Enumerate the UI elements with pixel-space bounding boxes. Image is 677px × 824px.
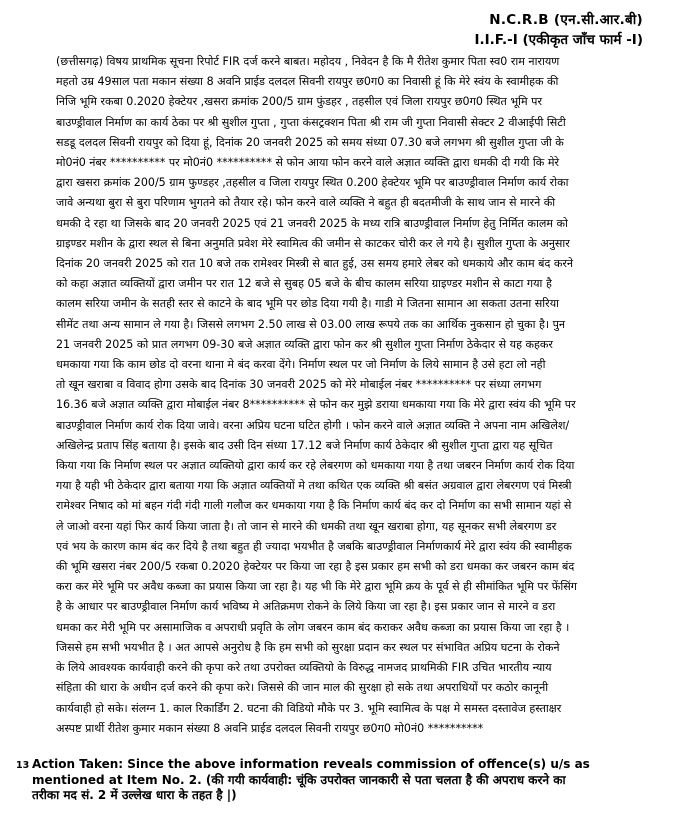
body-line: 16.36 बजे अज्ञात व्यक्ति द्वारा मोबाईल नंबर 8********** से फोन कर मुझे डराया धमकाया गया कि मेरे द्वारा स्वंय की भूमि पर (56, 398, 576, 412)
body-line: दिनांक 20 जनवरी 2025 को रात 10 बजे तक रामेश्वर मिस्त्री से बात हुई, उस समय हमारे लेबर को धमकाये और काम बंद करने (56, 257, 574, 271)
body-line: एवं भय के कारण काम बंद कर दिये है तथा बहुत ही ज्यादा भयभीत है जबकि बाउण्ड्रीवाल निर्माणकार्य मेरे द्वारा स्वंय की स्वामीहक (56, 539, 572, 553)
action-taken-line-1: Action Taken: Since the above information reveals commission of offence(s) u/s as (32, 757, 590, 771)
body-line: निजि भूमि रकबा 0.2020 हेक्टेयर ,खसरा क्रमांक 200/5 ग्राम फुंडहर , तहसील एवं जिला रायपुर छ0ग0 स्थित भूमि पर (56, 95, 542, 109)
action-taken-section (16, 757, 656, 804)
body-line: द्वारा खसरा क्रमांक 200/5 ग्राम फुण्डहर ,तहसील व जिला रायपुर स्थित 0.200 हेक्टेयर भूमि पर बाउण्ड्रीवाल निर्माण कार्य रोका (56, 176, 569, 190)
body-line: अखिलेन्द्र प्रताप सिंह बताया है। इसके बाद उसी दिन संध्या 17.12 बजे निर्माण कार्य ठेकेदार श्री सुशील गुप्ता द्वारा यह सूचित (56, 438, 553, 452)
body-line: किया गया कि निर्माण स्थल पर अज्ञात व्यक्तियो द्वारा कार्य कर रहे लेबरगण को धमकाया गया है तथा जबरन निर्माण कार्य रोक दिया (56, 459, 575, 473)
action-taken-hindi-1: (की गयी कार्यवाही: चूंकि उपरोक्त जानकारी से पता चलता है की अपराध करने का (201, 772, 566, 787)
body-line: जिससे हम सभी भयभीत है । अत आपसे अनुरोध है कि हम सभी को सुरक्षा प्रदान कर स्थल पर संभावित अप्रिय घटना के रोकने (56, 640, 560, 654)
body-line: के लिये आवश्यक कार्यवाही करने की कृपा करे तथा उपरोक्त व्यक्तियो के विरुद्ध नामजद प्राथमिकी FIR उचित भारतीय न्याय (56, 661, 552, 675)
body-line: सीमेंट तथा अन्य सामान ले गया है। जिससे लगभग 2.50 लाख से 03.00 लाख रूपये तक का आर्थिक नुकसान हो चुका है। पुन (56, 317, 566, 331)
body-line: ले जाओ वरना यहां फिर कार्य किया जाता है। तो जान से मारने की धमकी तथा खून खराबा होगा, यह सूनकर सभी लेबरगण डर (56, 519, 557, 533)
body-line: जावे अन्यथा बुरा से बुरा परिणाम भुगतने को तैयार रहे। फोन करने वाले व्यक्ति ने बहुत ही बदतमीजी के साथ जान से मारने की (56, 196, 556, 210)
body-line: अस्पष्ट प्रार्थी रीतेश कुमार मकान संख्या 8 अवनि प्राईड दलदल सिवनी रायपुर छ0ग0 मो0नं0 ********** (56, 721, 484, 735)
body-line: धमका कर मेरी भूमि पर असामाजिक व अपराधी प्रवृति के लोग जबरन काम बंद कराकर अवैध कब्जा का प्रयास किया जा रहा है । (56, 620, 570, 634)
body-line: मो0नं0 नंबर ********** पर मो0नं0 ********** से फोन आया फोन करने वाले अज्ञात व्यक्ति द्वारा धमकी दी गयी कि मेरे (56, 156, 560, 170)
action-taken-line-2 (16, 773, 656, 789)
body-line: (छत्तीसगढ़) विषय प्राथमिक सूचना रिपोर्ट FIR दर्ज करने बाबत। महोदय , निवेदन है कि मै रीतेश कुमार पिता स्व0 राम नारायण (56, 55, 560, 68)
body-line: कालम सरिया जमीन के सतही स्तर से काटने के बाद भूमि पर छोड दिया गयी है। गाडी मे जितना सामान आ सकता उतना सरिया (56, 297, 560, 311)
body-line: रामेश्वर निषाद को मां बहन गंदी गंदी गाली गलौज कर धमकाया गया है कि निर्माण कार्य बंद कर दो निर्माण का सभी सामान यहां से (56, 499, 572, 513)
body-line: धमकाया गया कि काम छोड दो वरना थाना मे बंद करवा देंगे। निर्माण स्थल पर जो निर्माण के लिये सामान है उसे हटा लो नही (56, 358, 546, 372)
body-line: 21 जनवरी 2025 को प्रात लगभग 09-30 बजे अज्ञात व्यक्ति द्वारा फोन कर श्री सुशील गुप्ता निर्माण ठेकेदार से यह कहकर (56, 337, 553, 351)
body-line: सडडू दलदल सिवनी रायपुर को दिया हूं, दिनांक 20 जनवरी 2025 को समय संध्या 07.30 बजे लगभग श्री सुशील गुप्ता जी के (56, 135, 564, 149)
body-line: महतो उम्र 49साल पता मकान संख्या 8 अवनि प्राईड दलदल सिवनी रायपुर छ0ग0 का निवासी हूं कि मेरे स्वंय के स्वामीहक की (56, 75, 559, 89)
body-line: तो खून खराबा व विवाद होगा उसके बाद दिनांक 30 जनवरी 2025 को मेरे मोबाईल नंबर ********** पर संध्या लगभग (56, 378, 542, 392)
body-line: की भूमि खसरा नंबर 200/5 रकबा 0.2020 हेक्टेयर पर किया जा रहा है इस प्रकार हम सभी को डरा धमका कर जबरन काम बंद (56, 560, 575, 574)
header-title: N.C.R.B (एन.सी.आर.बी) (489, 12, 643, 28)
body-line: संहिता की धारा के अधीन दर्ज करने की कृपा करे। जिससे की जान माल की सुरक्षा हो सके तथा अपराधियों पर कठोर कानूनी (56, 681, 549, 695)
body-line: गया है यही भी ठेकेदार द्वारा बताया गया कि अज्ञात व्यक्तियों मे तथा कथित एक व्यक्ति श्री बसंत अग्रवाल द्वारा लेबरगण एवं मिस्त्री (56, 479, 572, 493)
form-name: I.I.F.-I (एकीकृत जाँच फार्म -I) (474, 32, 643, 48)
body-line: को कहा अज्ञात व्यक्तियों द्वारा जमीन पर रात 12 बजे से सुबह 05 बजे के बीच कालम सरिया ग्राइण्डर मशीन से काटा गया है (56, 277, 552, 291)
body-line: धमकी दे रहा था जिसके बाद 20 जनवरी 2025 एवं 21 जनवरी 2025 के मध्य रात्रि बाउण्ड्रीवाल निर्माण हेतु निर्मित कालम को (56, 216, 568, 230)
body-line: है के आधार पर बाउण्ड्रीवाल निर्माण कार्य भविष्य मे अतिक्रमण रोकने के लिये किया जा रहा है। इस प्रकार जान से मारने व डरा (56, 600, 556, 614)
body-line: करा कर मेरे भूमि पर अवैध कब्जा का प्रयास किया जा रहा है। यह भी कि मेरे द्वारा भूमि क्रय के पूर्व से ही सीमांकित भूमि पर फेंसिंग (56, 580, 577, 594)
body-line: ग्राइण्डर मशीन के द्वारा स्थल से बिना अनुमति प्रवेश मेरे स्वामित्व की जमीन से काटकर चोरी कर ले गये है। सुशील गुप्ता के अनुसार (56, 236, 570, 250)
item-reference: mentioned at Item No. 2. (32, 772, 202, 787)
body-line: बाउण्ड्रीवाल निर्माण कार्य रोक दिया जावे। वरना अप्रिय घटना घटित होगी । फोन करने वाले अज्ञात व्यक्ति ने अपना नाम अखिलेश/ (56, 418, 570, 432)
body-line: बाउण्ड्रीवाल निर्माण का कार्य ठेका पर श्री सुशील गुप्ता , गुप्ता कंसट्रक्शन पिता श्री राम जी गुप्ता निवासी सेक्टर 2 वीआईपी सिटी (56, 115, 566, 129)
fir-body-text (56, 52, 644, 739)
action-taken-line-3: तरीका मद सं. 2 में उल्लेख धारा के तहत है |) (32, 788, 237, 802)
body-line: कार्यवाही हो सके। संलग्न 1. काल रिकार्डिंग 2. घटना की विडियो मौके पर 3. भूमि स्वामित्व के पक्ष मे समस्त दस्तावेज हस्ताक्षर (56, 701, 562, 715)
item-number: 13 (16, 760, 30, 771)
